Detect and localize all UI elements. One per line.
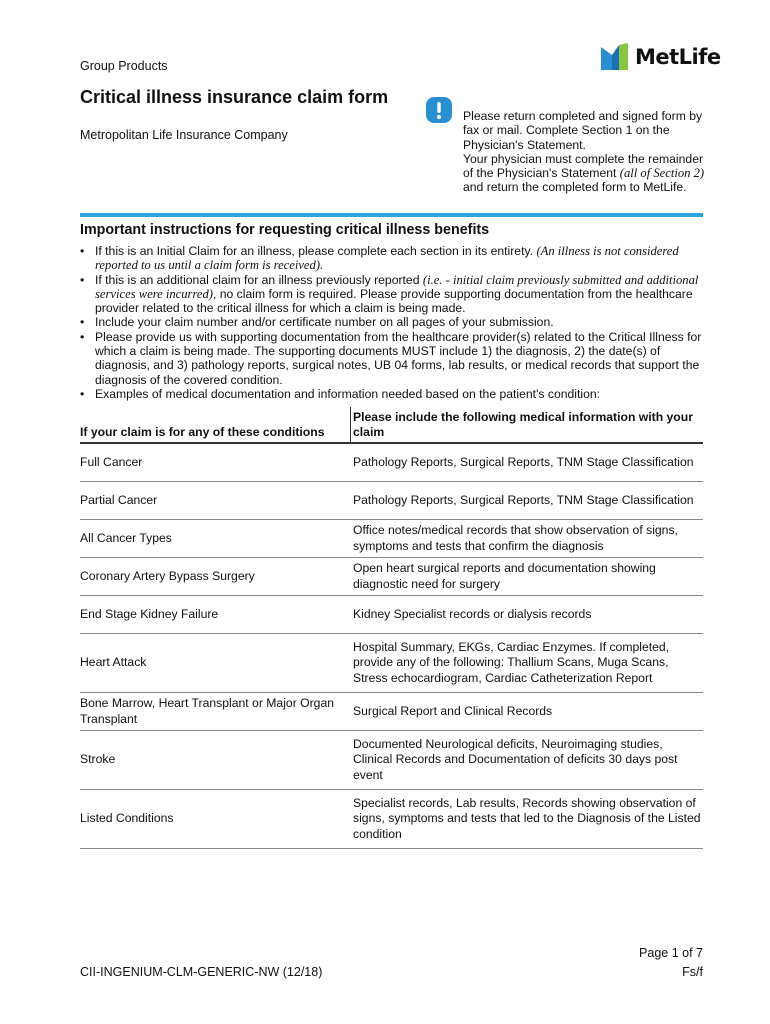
column-header-conditions: If your claim is for any of these conditions (80, 425, 325, 439)
condition-cell: Bone Marrow, Heart Transplant or Major Organ Transplant (80, 695, 335, 726)
info-cell: Kidney Specialist records or dialysis records (353, 606, 592, 621)
condition-cell: Listed Conditions (80, 811, 174, 826)
instruction-item: • Include your claim number and/or certificate number on all pages of your submission. (80, 315, 554, 330)
notice-line-2: Your physician must complete the remainder of the Physician's Statement (all of Section 2) and return the completed form to MetLife. (463, 151, 705, 195)
condition-cell: Full Cancer (80, 454, 143, 469)
column-divider (350, 407, 351, 442)
info-cell: Documented Neurological deficits, Neuroimaging studies, Clinical Records and Documentation of deficits 30 days post event (353, 736, 678, 782)
table-row (80, 596, 703, 634)
table-row (80, 731, 703, 790)
table-row (80, 558, 703, 596)
condition-cell: Coronary Artery Bypass Surgery (80, 568, 255, 583)
instructions-list (80, 244, 704, 401)
column-header-medical-info: Please include the following medical information with your claim (353, 410, 693, 439)
alert-icon (426, 97, 452, 123)
instructions-heading: Important instructions for requesting critical illness benefits (80, 222, 490, 238)
condition-cell: All Cancer Types (80, 530, 172, 545)
form-suffix: Fs/f (682, 965, 703, 979)
info-cell: Hospital Summary, EKGs, Cardiac Enzymes. If completed, provide any of the following: Thallium Scans, Muga Scans, Stress echocardiogram, Cardiac Catheterization Report (353, 639, 670, 685)
instruction-item: • If this is an additional claim for an illness previously reported (i.e. - initial claim previously submitted and additional services were incurred), no claim form is required. Please provide supporting documentation from the healthcare provider related to the critical illness for which a claim is being made. (80, 272, 699, 316)
info-cell: Specialist records, Lab results, Records showing observation of signs, symptoms and tests that led to the Diagnosis of the Listed condition (353, 795, 701, 841)
info-cell: Open heart surgical reports and documentation showing diagnostic need for surgery (353, 560, 656, 591)
form-code: CII-INGENIUM-CLM-GENERIC-NW (12/18) (80, 965, 323, 979)
table-row (80, 790, 703, 849)
instruction-item: • If this is an Initial Claim for an illness, please complete each section in its entirety. (An illness is not considered reported to us until a claim form is received). (80, 244, 679, 273)
instruction-item: • Please provide us with supporting documentation from the healthcare provider(s) related to the Critical Illness for which a claim is being made. The supporting documents MUST include 1) the diagnosis, 2) the date(s) of diagnosis, and 3) pathology reports, surgical notes, UB 04 forms, lab results, or medical records that support the diagnosis of the covered condition. (80, 329, 702, 387)
condition-cell: Stroke (80, 752, 116, 767)
table-row (80, 634, 703, 693)
page-title: Critical illness insurance claim form (80, 87, 389, 107)
condition-cell: Heart Attack (80, 655, 147, 670)
condition-cell: Partial Cancer (80, 492, 158, 507)
section-divider (80, 213, 703, 217)
table-row (80, 482, 703, 520)
info-cell: Surgical Report and Clinical Records (353, 703, 553, 718)
logo-wordmark: MetLife (635, 44, 721, 69)
table-row (80, 520, 703, 558)
info-cell: Pathology Reports, Surgical Reports, TNM Stage Classification (353, 454, 694, 469)
documentation-table (80, 407, 703, 849)
page-number: Page 1 of 7 (639, 946, 703, 960)
condition-cell: End Stage Kidney Failure (80, 606, 219, 621)
company-name: Metropolitan Life Insurance Company (80, 128, 288, 142)
info-cell: Office notes/medical records that show observation of signs, symptoms and tests that confirm the diagnosis (353, 522, 678, 553)
table-row (80, 444, 703, 482)
metlife-logo (601, 43, 721, 70)
notice-line-1: Please return completed and signed form by fax or mail. Complete Section 1 on the Physician's Statement. (463, 109, 703, 152)
info-cell: Pathology Reports, Surgical Reports, TNM Stage Classification (353, 492, 694, 507)
return-instructions (463, 109, 708, 195)
table-header (80, 407, 703, 444)
metlife-logo-icon (601, 43, 628, 70)
table-row (80, 693, 703, 731)
instruction-item: • Examples of medical documentation and information needed based on the patient's condition: (80, 386, 601, 401)
group-products-label: Group Products (80, 59, 168, 73)
